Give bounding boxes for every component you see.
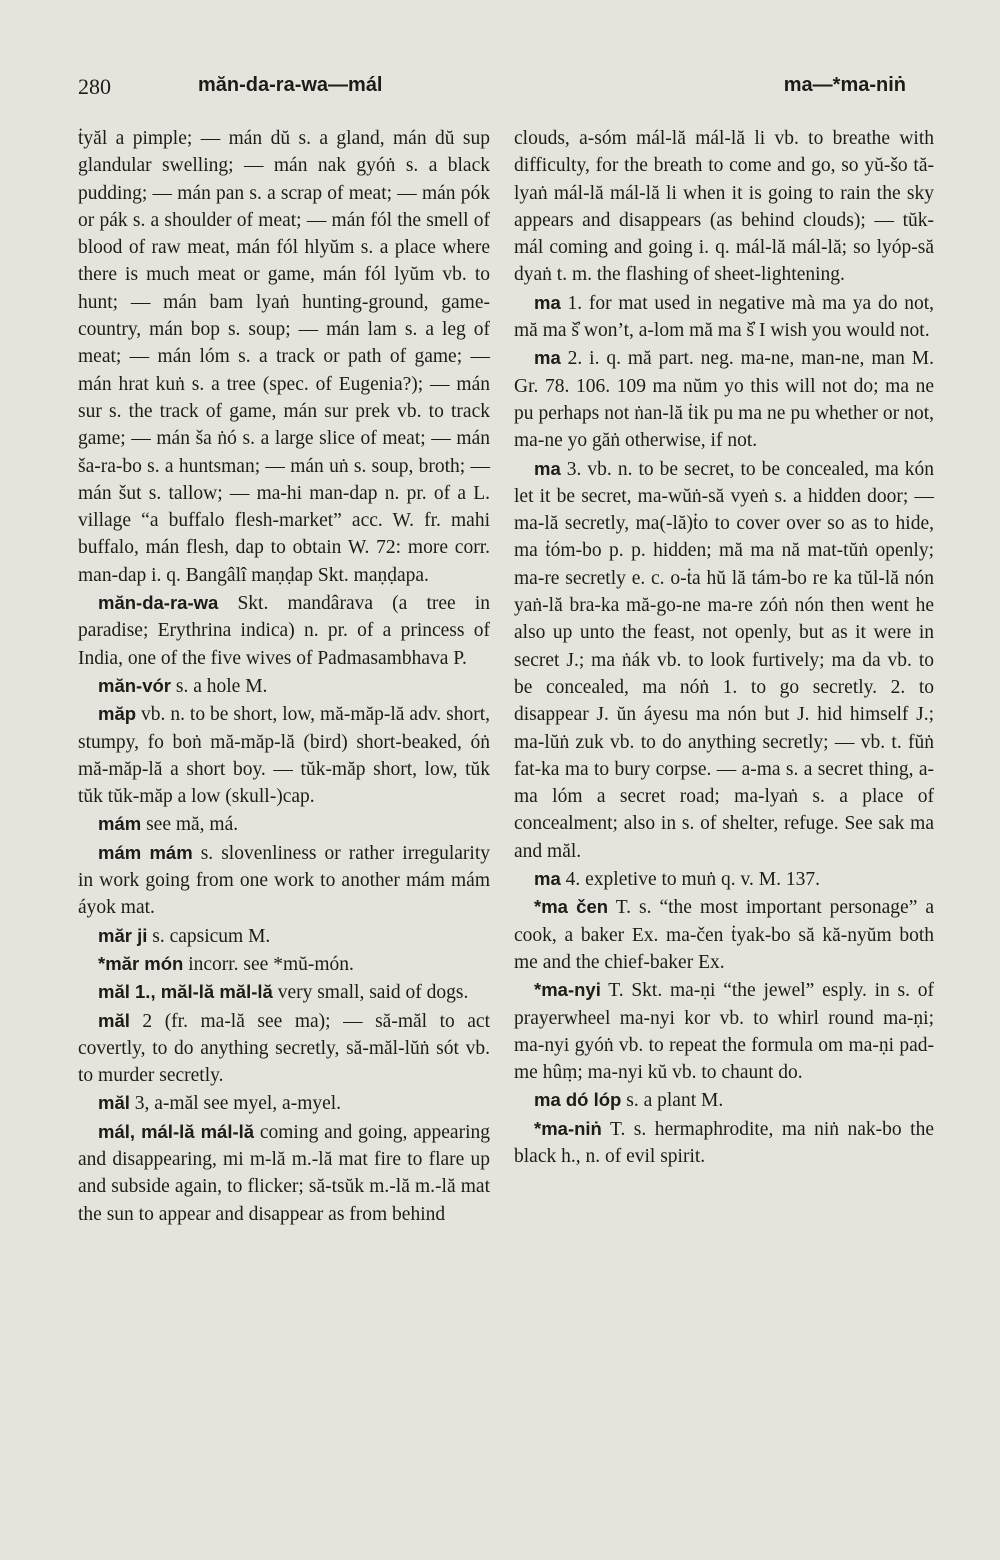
dictionary-entry: [78, 950, 490, 978]
dictionary-entry: [514, 865, 934, 893]
headword: ma: [534, 457, 561, 479]
headword: mál, mál-lă mál-lă: [98, 1120, 255, 1142]
dictionary-entry: [78, 589, 490, 672]
dictionary-entry: [78, 810, 490, 838]
dictionary-entry: [78, 124, 490, 589]
definition: vb. n. to be short, low, mă-măp-lă adv. short, stumpy, fo boṅ mă-măp-lă (bird) short-beaked, óṅ mă-măp-lă a short boy. — tŭk-măp short, low, tŭk tŭk tŭk-măp a low (skull-)cap.: [78, 704, 490, 808]
page-number: 280: [78, 74, 111, 99]
dictionary-entry: [514, 1086, 934, 1114]
headword: măr ji: [98, 924, 148, 946]
definition: 1. for mat used in negative mà ma ya do not, mă ma š̓ won’t, a-lom mă ma š̓ I wish you would not.: [514, 292, 934, 342]
page-header: [0, 74, 1000, 110]
dictionary-entry: [78, 922, 490, 950]
dictionary-entry: [78, 839, 490, 922]
definition: T. Skt. ma-ṇi “the jewel” esply. in s. of prayerwheel ma-nyi kor vb. to whirl round ma-ṇi; ma-nyi gyóṅ vb. to repeat the formula om ma-ṇi pad-me hûṃ; ma-nyi kŭ vb. to chaunt do.: [514, 980, 934, 1084]
dictionary-entry: [514, 344, 934, 454]
headword: *ma čen: [534, 896, 609, 918]
left-running-head: măn-da-ra-wa—mál: [198, 74, 383, 96]
headword: ma: [534, 347, 561, 369]
headword: mám: [98, 813, 142, 835]
definition: s. slovenliness or rather irregularity in work going from one work to another mám mám áyok mat.: [78, 842, 491, 919]
definition: see mă, má.: [146, 814, 239, 836]
headword: *ma-niṅ: [534, 1117, 602, 1139]
headword: măl: [98, 1092, 130, 1114]
definition: Skt. mandârava (a tree in paradise; Erythrina indica) n. pr. of a princess of India, one of the five wives of Padmasambhava P.: [78, 593, 490, 669]
dictionary-entry: [514, 289, 934, 345]
definition: very small, said of dogs.: [277, 982, 469, 1004]
dictionary-entry: [514, 893, 934, 976]
definition: s. capsicum M.: [152, 925, 271, 947]
dictionary-entry: [78, 672, 490, 700]
headword: ma: [534, 291, 561, 313]
dictionary-entry: [78, 1089, 490, 1117]
definition: 3. vb. n. to be secret, to be concealed, ma kón let it be secret, ma-wŭṅ-să vyeṅ s. a hidden door; — ma-lă secretly, ma(-lă)ṫo to cover over so as to hide, ma ṫóm-bo p. p. hidden; mă ma nă mat-tŭṅ openly; ma-re secretly e. c. o-ṫa hŭ lă tám-bo re ka tŭl-lă nón yaṅ-lă bra-ka mă-go-ne ma-re zóṅ nón then went he also up unto the feast, not openly, but as it were in secret J.; ma ṅák vb. to look furtively; ma da vb. to be concealed, ma nóṅ 1. to go secretly. 2. to disappear J. ŭn áyesu ma nón but J. hid himself J.; ma-lŭṅ zuk vb. to do anything secretly; — vb. t. fŭṅ fat-ka ma to bury corpse. — a-ma s. a secret thing, a-ma lóm a secret road; ma-lyaṅ s. a place of concealment; also in s. of shelter, refuge. See sak ma and măl.: [514, 458, 934, 862]
dictionary-entry: [78, 1118, 490, 1228]
headword: măp: [98, 703, 137, 725]
dictionary-entry: [78, 700, 490, 810]
dictionary-entry: [514, 976, 934, 1086]
definition: 2 (fr. ma-lă see ma); — să-măl to act covertly, to do anything secretly, să-măl-lŭṅ sót vb. to murder secretly.: [78, 1010, 490, 1087]
right-running-head: ma—*ma-niṅ: [783, 74, 906, 96]
definition: T. s. “the most important personage” a cook, a baker Ex. ma-čen ṫyak-bo să kă-nyŭm both me and the chief-baker Ex.: [514, 897, 934, 973]
definition: s. a plant M.: [626, 1090, 724, 1112]
dictionary-entry: [78, 978, 490, 1006]
dictionary-entry: [514, 124, 934, 289]
definition: ṫyăl a pimple; — mán dŭ s. a gland, mán dŭ sup glandular swelling; — mán nak gyóṅ s. a black pudding; — mán pan s. a scrap of meat; — mán pók or pák s. a shoulder of meat; — mán fól the smell of blood of raw meat, mán fól hlyŭm s. a place where there is much meat or game, mán fól lyŭm vb. to hunt; — mán bam lyaṅ hunting-ground, game-country, mán bop s. soup; — mán lam s. a leg of meat; — mán lóm s. a track or path of game; — mán hrat kuṅ s. a tree (spec. of Eugenia?); — mán sur s. the track of game, mán sur prek vb. to track game; — mán ša ṅó s. a large slice of meat; — mán ša-ra-bo s. a huntsman; — mán uṅ s. soup, broth; — mán šut s. tallow; — ma-hi man-dap n. pr. of a L. village “a buffalo flesh-market” acc. W. fr. mahi buffalo, mán flesh, dap to obtain W. 72: more corr. man-dap i. q. Bangâlî maṇḍap Skt. maṇḍapa.: [78, 128, 490, 586]
right-column: [514, 124, 934, 1170]
definition: coming and going, appearing and disappearing, mi m-lă m.-lă mat fire to flare up and subside again, to flicker; să-tsŭk m.-lă m.-lă mat the sun to appear and disappear as from behind: [78, 1121, 490, 1225]
definition: s. a hole M.: [175, 675, 268, 697]
headword: măl 1., măl-lă măl-lă: [98, 981, 273, 1003]
headword: măl: [98, 1009, 130, 1031]
definition: clouds, a-sóm mál-lă mál-lă li vb. to breathe with difficulty, for the breath to come and go, so yŭ-šo tă-lyaṅ mál-lă mál-lă li when it is going to rain the sky appears and disappears (as behind clouds); — tŭk-mál coming and going i. q. mál-lă mál-lă; so lyóp-să dyaṅ t. m. the flashing of sheet-lightening.: [514, 128, 934, 286]
headword: ma dó lóp: [534, 1089, 622, 1111]
definition: 2. i. q. mă part. neg. ma-ne, man-ne, man M. Gr. 78. 106. 109 ma nŭm yo this will not do; ma ne pu perhaps not ṅan-lă ṫik pu ma ne pu whether or not, ma-ne yo găṅ otherwise, if not.: [514, 348, 935, 452]
definition: incorr. see *mŭ-món.: [188, 953, 354, 975]
headword: mám mám: [98, 841, 193, 863]
headword: ma: [534, 868, 561, 890]
headword: *ma-nyi: [534, 979, 601, 1001]
headword: măn-vór: [98, 674, 171, 696]
dictionary-entry: [514, 1115, 934, 1171]
definition: 4. expletive to muṅ q. v. M. 137.: [565, 869, 821, 891]
left-column: [78, 124, 490, 1228]
definition: 3, a-măl see myel, a-myel.: [134, 1093, 342, 1115]
headword: măn-da-ra-wa: [98, 592, 219, 614]
dictionary-entry: [514, 455, 934, 865]
headword: *măr món: [98, 952, 184, 974]
definition: T. s. hermaphrodite, ma niṅ nak-bo the black h., n. of evil spirit.: [514, 1118, 934, 1167]
dictionary-entry: [78, 1007, 490, 1090]
